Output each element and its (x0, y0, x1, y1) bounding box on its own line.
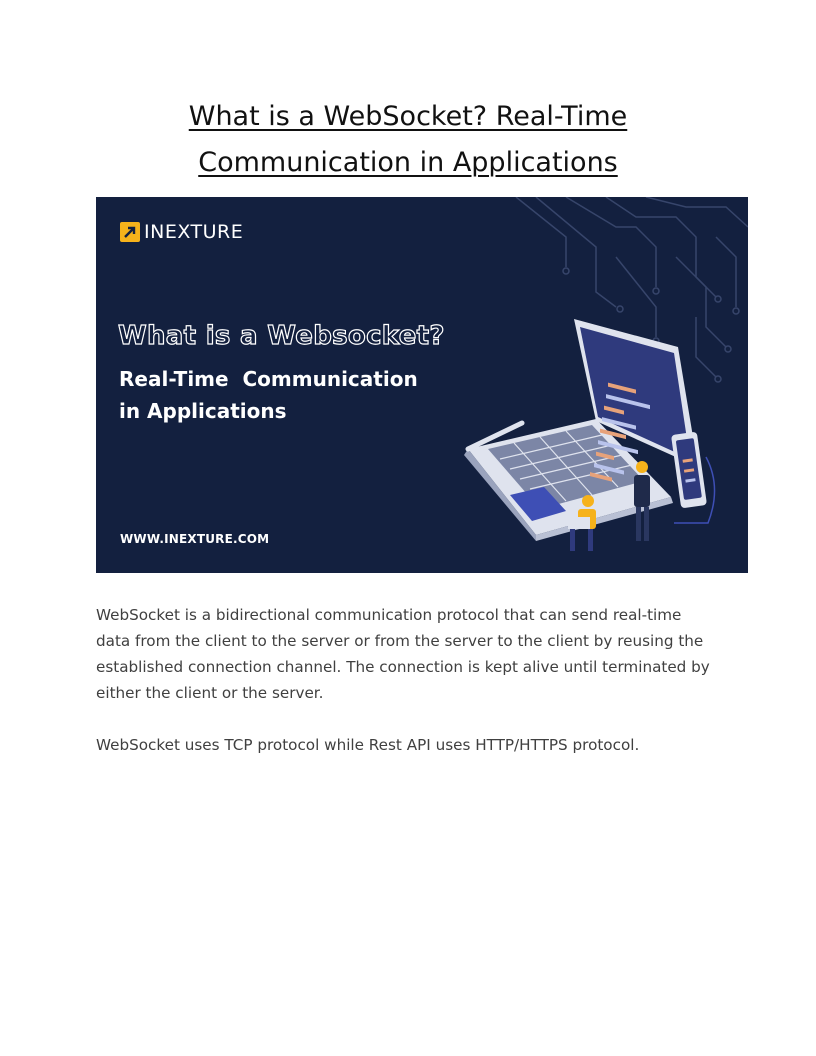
banner-headline: What is a Websocket? (118, 321, 445, 351)
title-line-2: Communication in Applications (198, 147, 618, 178)
banner-subheadline-line-2: in Applications (119, 399, 287, 423)
hero-banner-image (96, 197, 748, 573)
title-line-1: What is a WebSocket? Real-Time (188, 101, 628, 132)
article-body (96, 602, 720, 784)
banner-subheadline (119, 363, 418, 427)
paragraph-2: WebSocket uses TCP protocol while Rest API uses HTTP/HTTPS protocol. (96, 736, 640, 754)
banner-subheadline-line-1: Real-Time Communication (119, 367, 418, 391)
paragraph-1: WebSocket is a bidirectional communication protocol that can send real-time data from the client to the server or from the server to the client by reusing the established connection channel. The connection is kept alive until terminated by either the client or the server. (96, 606, 710, 702)
arrow-logo-icon (120, 222, 140, 242)
logo-text: INEXTURE (144, 221, 244, 243)
company-logo (120, 221, 243, 243)
banner-website: WWW.INEXTURE.COM (120, 532, 270, 546)
page-title (96, 94, 720, 186)
